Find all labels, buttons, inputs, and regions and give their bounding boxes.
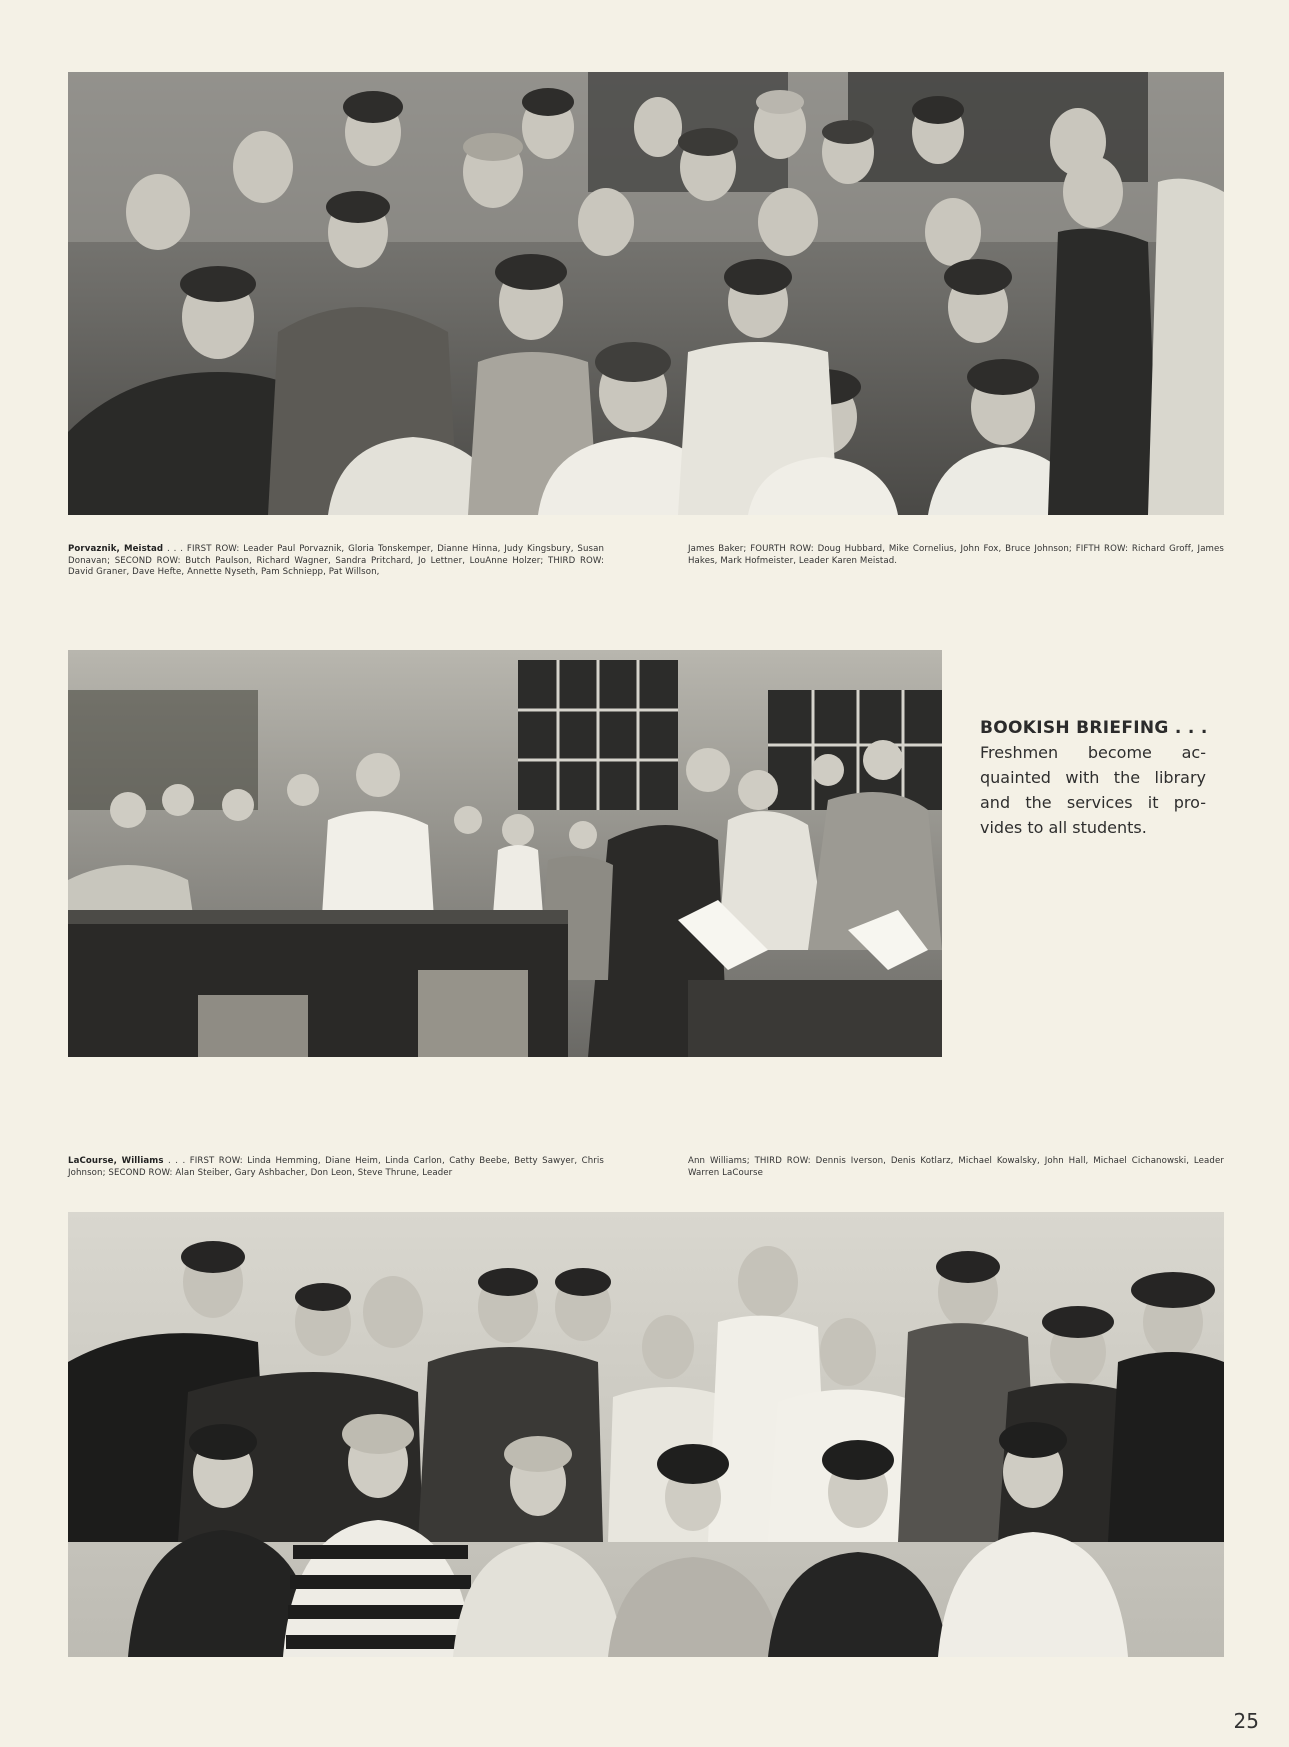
library-caption-heading: BOOKISH BRIEFING . . . [980,718,1208,738]
library-photo [68,650,942,1057]
group-photo-image [68,1212,1224,1657]
bottom-photo-caption-left [68,1156,604,1179]
library-caption-line: quainted with the library [980,768,1206,787]
top-caption-names-part1: . . . FIRST ROW: Leader Paul Porvaznik, Gloria Tonskemper, Dianne Hinna, Judy Kingsbury, Susan Donavan; SECOND ROW: Butch Paulson, Richard Wagner, Sandra Pritchard, Jo Lettner, LouAnne Holzer; THIRD ROW: David Graner, Dave Hefte, Annette Nyseth, Pam Schniepp, Pat Willson, [68,544,605,577]
library-caption-body [980,740,1206,840]
library-caption-line: vides to all students. [980,818,1147,837]
library-caption-line: and the services it pro- [980,793,1206,812]
library-photo-image [68,650,942,1057]
group-photo-porvaznik-meistad [68,72,1224,515]
bottom-caption-names-part2: Ann Williams; THIRD ROW: Dennis Iverson, Denis Kotlarz, Michael Kowalsky, John Hall, Michael Cichanowski, Leader Warren LaCourse [688,1156,1224,1178]
top-photo-caption-left [68,544,604,579]
top-photo-caption-right [688,544,1224,567]
top-caption-title: Porvaznik, Meistad [68,544,164,554]
bottom-caption-names-part1: . . . FIRST ROW: Linda Hemming, Diane Heim, Linda Carlon, Cathy Beebe, Betty Sawyer, Chris Johnson; SECOND ROW: Alan Steiber, Gary Ashbacher, Don Leon, Steve Thrune, Leader [68,1156,604,1178]
library-caption-line: Freshmen become ac- [980,743,1206,762]
bottom-caption-title: LaCourse, Williams [68,1156,164,1166]
group-photo-image [68,72,1224,515]
library-caption [980,718,1206,840]
page-number: 25 [1233,1709,1259,1733]
bottom-photo-caption-right [688,1156,1224,1179]
top-caption-names-part2: James Baker; FOURTH ROW: Doug Hubbard, Mike Cornelius, John Fox, Bruce Johnson; FIFTH ROW: Richard Groff, James Hakes, Mark Hofmeister, Leader Karen Meistad. [688,544,1224,566]
group-photo-lacourse-williams [68,1212,1224,1657]
